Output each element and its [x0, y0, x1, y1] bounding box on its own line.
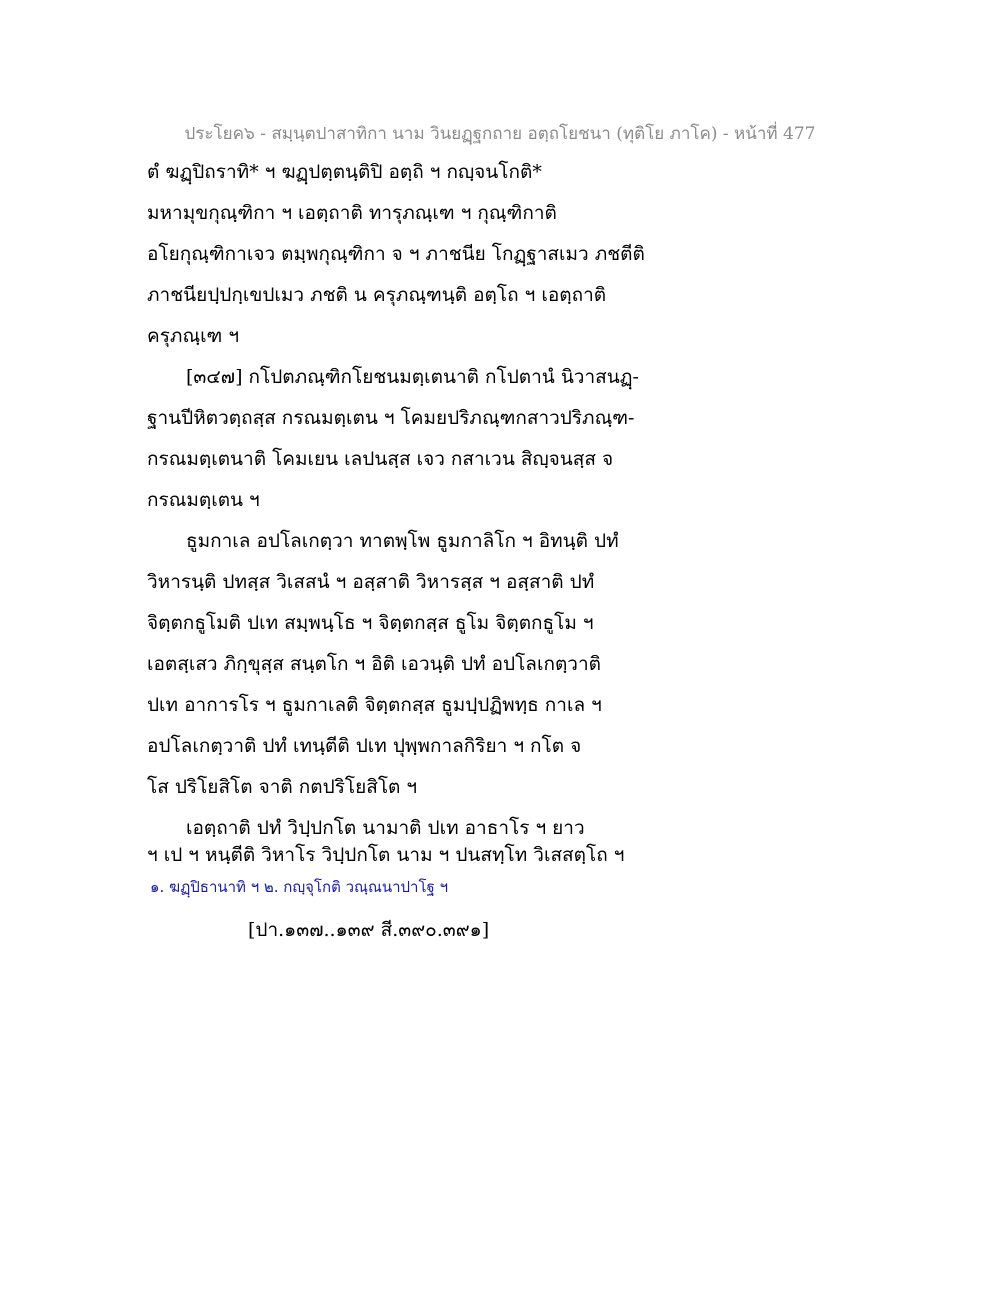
text-line: กรณมตฺเตนาติ โคมเยน เลปนสฺส เจว กสาเวน สิญฺจนสฺส จ	[147, 448, 614, 470]
text-line: โส ปริโยสิโต จาติ กตปริโยสิโต ฯ	[147, 776, 418, 798]
footnote: ๑. ฆฏฺปิธานาทิ ฯ ๒. กญฺจุโกติ วณฺณนาปาโฐ ฯ	[150, 878, 449, 896]
text-line: มหามุขกุณฺฑิกา ฯ เอตฺถาติ ทารุภณฺเฑ ฯ กุณฺฑิกาติ	[147, 202, 557, 224]
page-reference: [ปา.๑๓๗..๑๓๙ สี.๓๙๐.๓๙๑]	[248, 919, 490, 941]
page-header: ประโยค๖ - สมฺนฺตปาสาทิกา นาม วินยฏฺฐกถาย อตฺถโยชนา (ทุติโย ภาโค) - หน้าที่ 477	[184, 124, 816, 144]
paragraph-start-line: [๓๔๗] กโปตภณฺฑิกโยชนมตฺเตนาติ กโปตานํ นิวาสนฏฺ-	[186, 366, 639, 388]
text-line: เอตสฺเสว ภิกฺขุสฺส สนฺตโก ฯ อิติ เอวนฺติ ปทํ อปโลเกตฺวาติ	[147, 653, 601, 675]
text-line: อปโลเกตฺวาติ ปทํ เทนฺตีติ ปเท ปุพฺพกาลกิริยา ฯ กโต จ	[147, 735, 582, 757]
text-line: ภาชนียปฺปกฺเขปเมว ภชติ น ครุภณฺฑนฺติ อตฺโถ ฯ เอตฺถาติ	[147, 284, 607, 306]
text-line: ฐานปีหิตวตฺถสฺส กรณมตฺเตน ฯ โคมยปริภณฺฑกสาวปริภณฺฑ-	[147, 407, 635, 429]
text-line: กรณมตฺเตน ฯ	[147, 489, 260, 511]
text-line: จิตฺตกธูโมติ ปเท สมฺพนฺโธ ฯ จิตฺตกสฺส ธูโม จิตฺตกธูโม ฯ	[147, 612, 594, 634]
paragraph-start-line: เอตฺถาติ ปทํ วิปฺปกโต นามาติ ปเท อาธาโร ฯ ยาว	[186, 817, 585, 839]
text-line: ครุภณฺเฑ ฯ	[147, 325, 240, 347]
text-line: อโยกุณฺฑิกาเจว ตมฺพกุณฺฑิกา จ ฯ ภาชนีย โกฏฺฐาสเมว ภชตีติ	[147, 243, 645, 265]
text-line: ปเท อาการโร ฯ ธูมกาเลติ จิตฺตกสฺส ธูมปฺปฏิพทฺธ กาเล ฯ	[147, 694, 602, 716]
text-line: วิหารนฺติ ปทสฺส วิเสสนํ ฯ อสฺสาติ วิหารสฺส ฯ อสฺสาติ ปทํ	[147, 571, 595, 593]
text-line: ฯ เป ฯ หนฺตีติ วิหาโร วิปฺปกโต นาม ฯ ปนสทฺโท วิเสสตฺโถ ฯ	[147, 844, 625, 866]
paragraph-start-line: ธูมกาเล อปโลเกตฺวา ทาตพฺโพ ธูมกาลิโก ฯ อิทนฺติ ปทํ	[186, 530, 619, 552]
text-line: ตํ ฆฏฺปิถราทิ* ฯ ฆฏฺปตฺตนฺติปิ อตฺถิ ฯ กญฺจนโกติ*	[147, 161, 542, 183]
